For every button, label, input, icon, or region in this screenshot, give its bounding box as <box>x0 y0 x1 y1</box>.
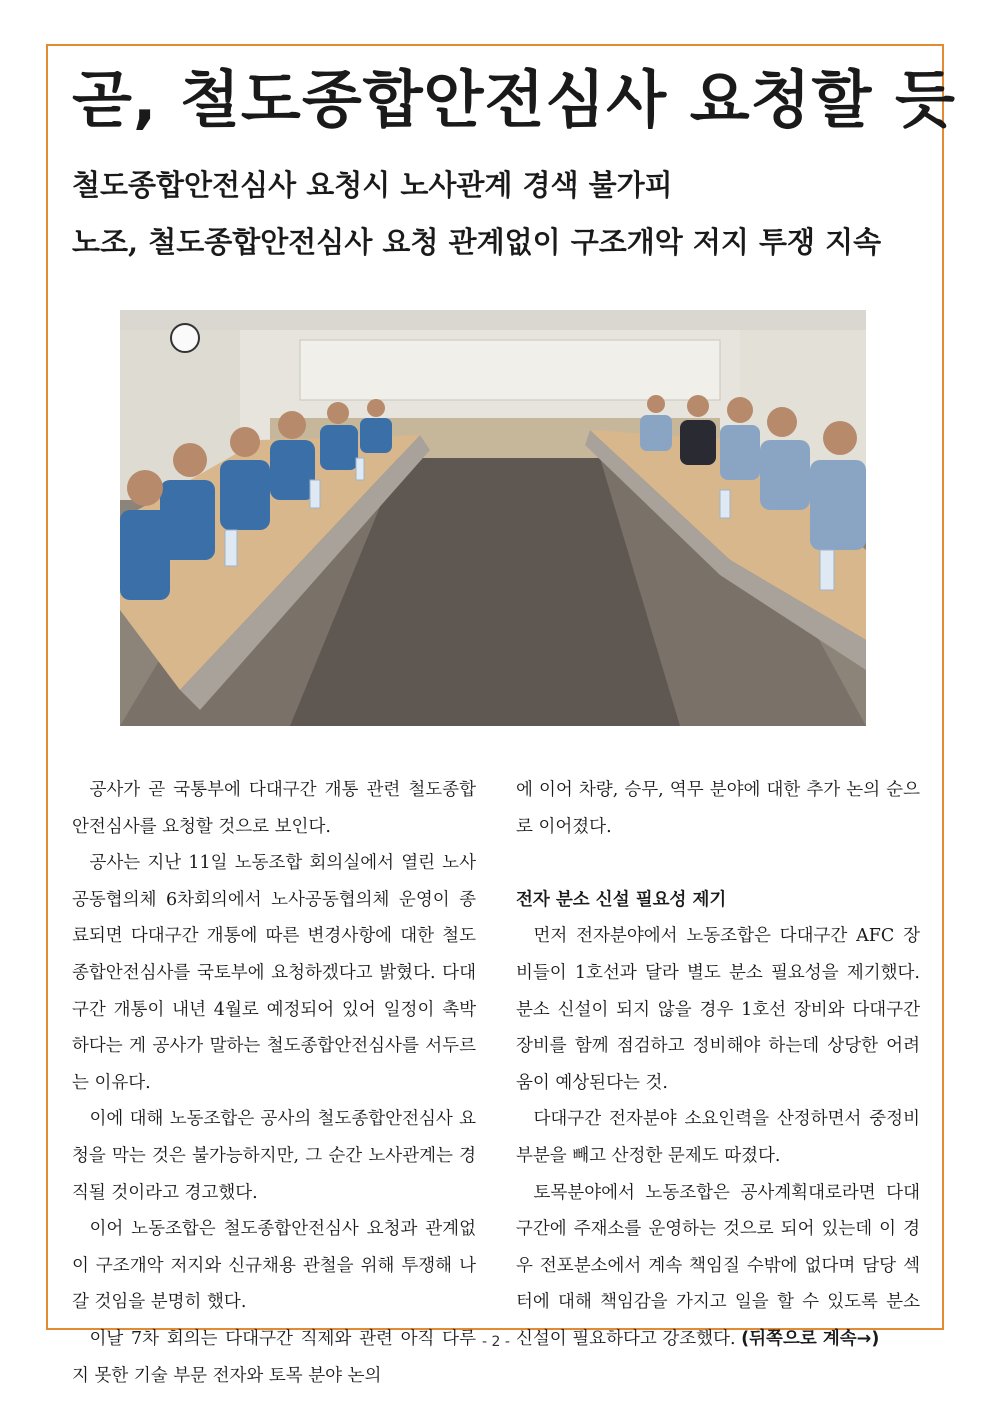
headline: 곧, 철도종합안전심사 요청할 듯 <box>72 63 956 136</box>
meeting-photo-illustration <box>120 310 866 726</box>
article-paragraph: 이에 대해 노동조합은 공사의 철도종합안전심사 요청을 막는 것은 불가능하지만, 그 순간 노사관계는 경직될 것이라고 경고했다. <box>72 1109 476 1203</box>
page-number: - 2 - <box>482 1334 510 1350</box>
clock-icon <box>171 324 199 352</box>
last-paragraph-text: 토목분야에서 노동조합은 공사계획대로라면 다대구간에 주재소를 운영하는 것으로 되어 있는데 이 경우 전포분소에서 계속 책임질 수밖에 없다며 담당 섹터에 대해 책임감을 가지고 일을 할 수 있도록 분소 신설이 필요하다고 강조했다. <box>516 1182 920 1349</box>
meeting-room-photo <box>120 310 866 726</box>
article-column-right <box>516 772 920 1358</box>
article-paragraph-continued: 에 이어 차량, 승무, 역무 분야에 대한 추가 논의 순으로 이어졌다. <box>516 780 920 837</box>
article-paragraph: 이어 노동조합은 철도종합안전심사 요청과 관계없이 구조개악 저지와 신규채용 관철을 위해 투쟁해 나갈 것임을 분명히 했다. <box>72 1219 476 1313</box>
subheadline-1: 철도종합안전심사 요청시 노사관계 경색 불가피 <box>72 168 673 202</box>
article-column-left <box>72 772 476 1394</box>
section-heading: 전자 분소 신설 필요성 제기 <box>516 889 727 910</box>
article-paragraph-last <box>516 1175 920 1358</box>
article-paragraph: 공사가 곧 국통부에 다대구간 개통 관련 철도종합안전심사를 요청할 것으로 보인다. <box>72 780 476 837</box>
article-paragraph: 먼저 전자분야에서 노동조합은 다대구간 AFC 장비들이 1호선과 달라 별도 분소 필요성을 제기했다. 분소 신설이 되지 않을 경우 1호선 장비와 다대구간 장비를 함께 점검하고 정비해야 하는데 상당한 어려움이 예상된다는 것. <box>516 926 920 1093</box>
section-gap <box>516 845 920 882</box>
article-paragraph: 공사는 지난 11일 노동조합 회의실에서 열린 노사공동협의체 6차회의에서 노사공동협의체 운영이 종료되면 다대구간 개통에 따른 변경사항에 대한 철도종합안전심사를 국토부에 요청하겠다고 밝혔다. 다대구간 개통이 내년 4월로 예정되어 있어 일정이 촉박하다는 게 공사가 말하는 철도종합안전심사를 서두르는 이유다. <box>72 853 476 1093</box>
article-paragraph: 이날 7차 회의는 다대구간 직제와 관련 아직 다루지 못한 기술 부문 전자와 토목 분야 논의 <box>72 1328 476 1386</box>
continued-link[interactable]: (뒤쪽으로 계속→) <box>741 1328 880 1349</box>
article-paragraph: 다대구간 전자분야 소요인력을 산정하면서 중정비 부분을 빼고 산정한 문제도 따졌다. <box>516 1109 920 1166</box>
subheadline-2: 노조, 철도종합안전심사 요청 관계없이 구조개악 저지 투쟁 지속 <box>72 225 882 259</box>
